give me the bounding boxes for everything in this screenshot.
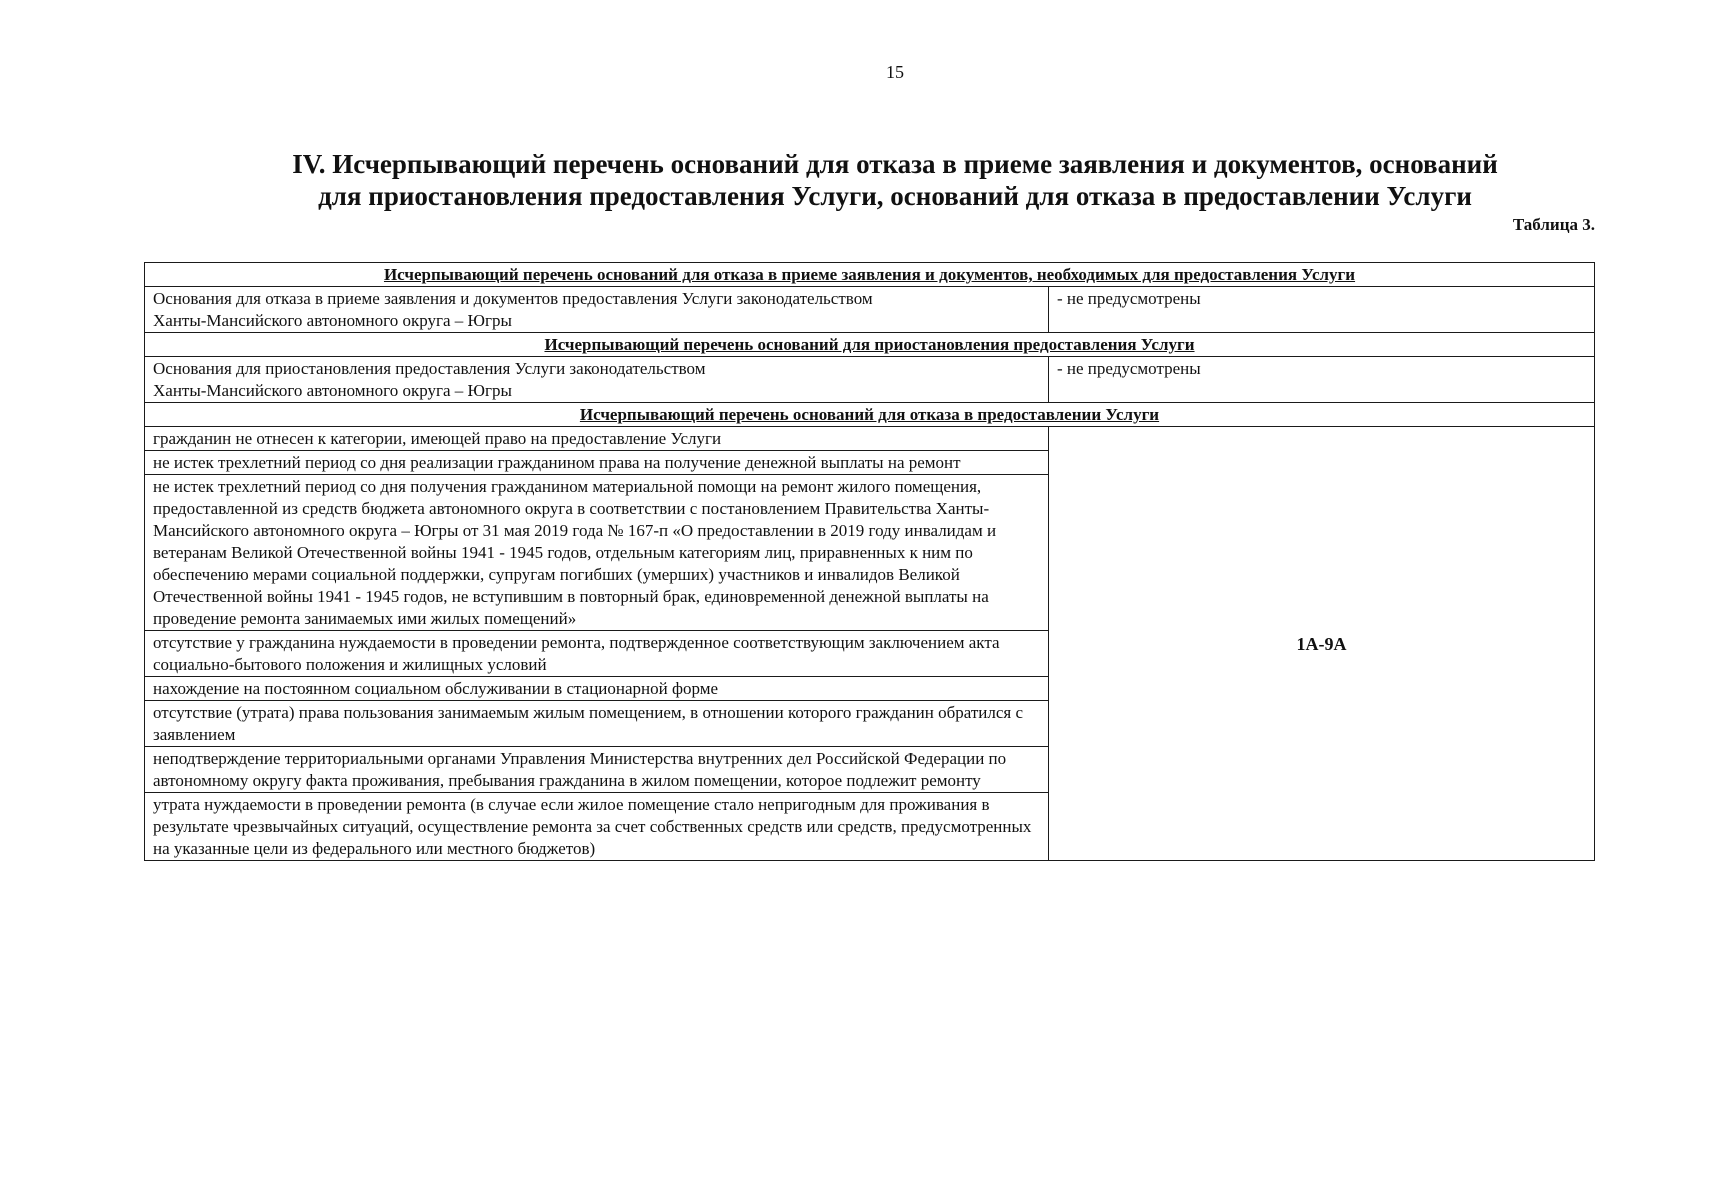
section-heading-row (145, 263, 1595, 287)
basis-cell: Основания для отказа в приеме заявления и документов предоставления Услуги законодательством Ханты-Мансийского автономного округа – Югры (145, 287, 1049, 333)
refusal-reason: отсутствие (утрата) права пользования занимаемым жилым помещением, в отношении которого гражданин обратился с заявлением (145, 701, 1049, 747)
refusal-reason: утрата нуждаемости в проведении ремонта (в случае если жилое помещение стало непригодным для проживания в результате чрезвычайных ситуаций, осуществление ремонта за счет собственных средств или средств, предусмотренных на указанные цели из федерального или местного бюджетов) (145, 793, 1049, 861)
grounds-table (144, 262, 1595, 861)
section-heading-row (145, 403, 1595, 427)
section-heading-refusal-service: Исчерпывающий перечень оснований для отказа в предоставлении Услуги (145, 403, 1595, 427)
refusal-reason: не истек трехлетний период со дня получения гражданином материальной помощи на ремонт жилого помещения, предоставленной из средств бюджета автономного округа в соответствии с постановлением Правительства Ханты-Мансийского автономного округа – Югры от 31 мая 2019 года № 167-п «О предоставлении в 2019 году инвалидам и ветеранам Великой Отечественной войны 1941 - 1945 годов, отдельным категориям лиц, приравненных к ним по обеспечению мерами социальной поддержки, супругам погибших (умерших) участников и инвалидов Великой Отечественной войны 1941 - 1945 годов, не вступившим в повторный брак, единовременной денежной выплаты на проведение ремонта занимаемых ими жилых помещений» (145, 475, 1049, 631)
basis-cell: Основания для приостановления предоставления Услуги законодательством Ханты-Мансийского автономного округа – Югры (145, 357, 1049, 403)
section-heading-refusal-acceptance: Исчерпывающий перечень оснований для отказа в приеме заявления и документов, необходимых для предоставления Услуги (145, 263, 1595, 287)
table-row (145, 287, 1595, 333)
value-cell: - не предусмотрены (1049, 287, 1595, 333)
value-cell: - не предусмотрены (1049, 357, 1595, 403)
table-caption: Таблица 3. (1512, 215, 1595, 234)
title-line-1: IV. Исчерпывающий перечень оснований для отказа в приеме заявления и документов, оснований (292, 149, 1498, 179)
refusal-reason: не истек трехлетний период со дня реализации гражданином права на получение денежной выплаты на ремонт (145, 451, 1049, 475)
refusal-reason: нахождение на постоянном социальном обслуживании в стационарной форме (145, 677, 1049, 701)
section-heading-suspension: Исчерпывающий перечень оснований для приостановления предоставления Услуги (145, 333, 1595, 357)
title-line-2: для приостановления предоставления Услуги, оснований для отказа в предоставлении Услуги (318, 181, 1472, 211)
page-number: 15 (886, 62, 904, 82)
refusal-code-cell: 1А-9А (1049, 427, 1595, 861)
section-heading-row (145, 333, 1595, 357)
refusal-reason: гражданин не отнесен к категории, имеющей право на предоставление Услуги (145, 427, 1049, 451)
document-title (150, 148, 1640, 212)
refusal-reason: отсутствие у гражданина нуждаемости в проведении ремонта, подтвержденное соответствующим заключением акта социально-бытового положения и жилищных условий (145, 631, 1049, 677)
table-row (145, 427, 1595, 451)
refusal-reason: неподтверждение территориальными органами Управления Министерства внутренних дел Российской Федерации по автономному округу факта проживания, пребывания гражданина в жилом помещении, которое подлежит ремонту (145, 747, 1049, 793)
table-row (145, 357, 1595, 403)
